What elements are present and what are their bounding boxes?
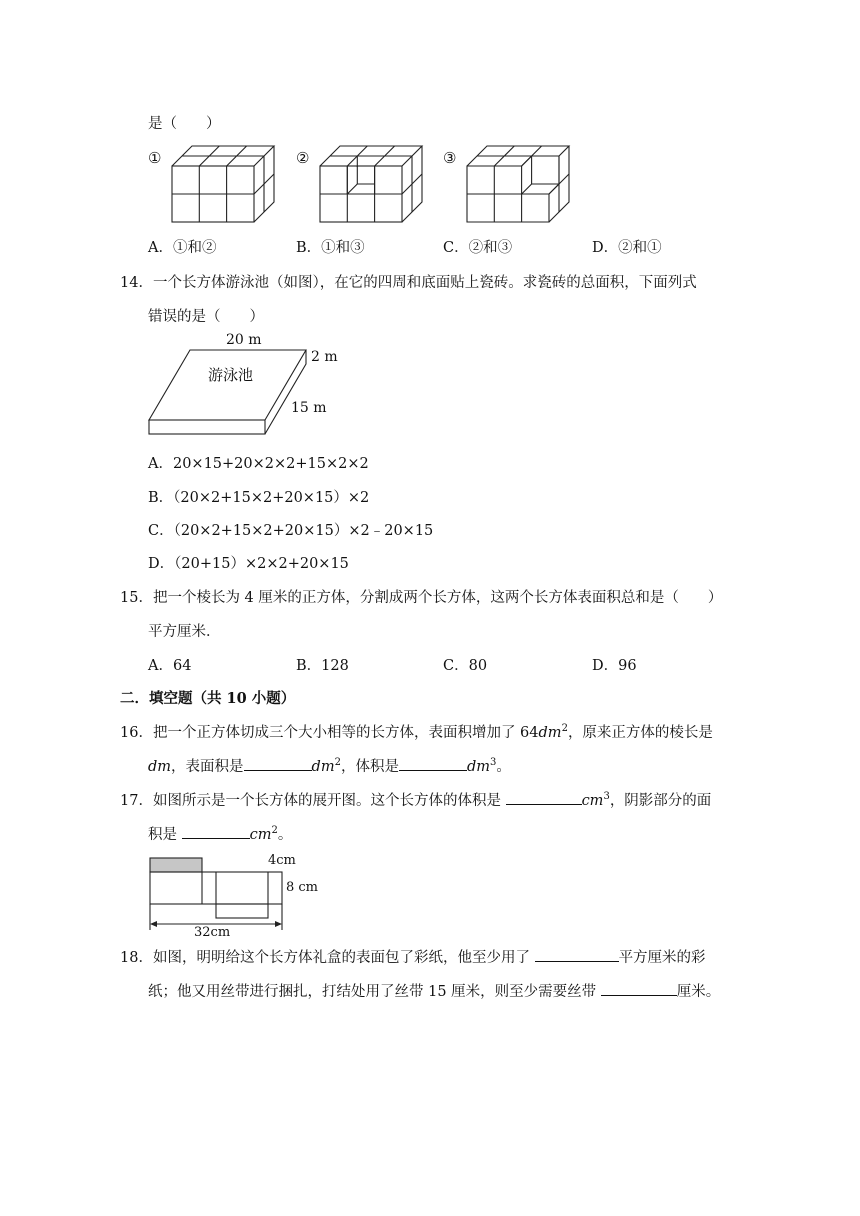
q13-option-b[interactable]: B．①和③ <box>296 240 365 256</box>
q15-option-b[interactable]: B．128 <box>296 658 349 674</box>
q18-blank-paper-area[interactable] <box>535 947 619 962</box>
q15-option-a[interactable]: A．64 <box>148 658 192 674</box>
q17-net-figure <box>140 848 330 936</box>
q14-stem-line1: 14．一个长方体游泳池（如图），在它的四周和底面贴上瓷砖。求瓷砖的总面积，下面列式 <box>120 275 697 291</box>
q18-stem-line2: 纸；他又用丝带进行捆扎，打结处用了丝带 15 厘米，则至少需要丝带 厘米。 <box>148 980 720 1001</box>
q13-option-d[interactable]: D．②和① <box>592 240 662 256</box>
q13-figure-1 <box>168 140 278 226</box>
q14-option-b[interactable]: B．（20×2+15×2+20×15）×2 <box>148 490 370 506</box>
pool-depth-label: 2 m <box>311 349 338 365</box>
q18-stem-line1: 18．如图，明明给这个长方体礼盒的表面包了彩纸，他至少用了 平方厘米的彩 <box>120 946 706 967</box>
q14-option-d[interactable]: D．（20+15）×2×2+20×15 <box>148 556 349 572</box>
q16-stem-line2: dm，表面积是 $dm^2$，体积是 $dm^3$。 <box>148 757 511 775</box>
q13-figure-3 <box>463 140 575 226</box>
q18-blank-ribbon-length[interactable] <box>601 981 677 996</box>
q17-shaded-rect <box>150 858 202 872</box>
q14-stem-line2: 错误的是（ ） <box>148 309 264 325</box>
q14-pool-figure <box>140 328 350 440</box>
q15-stem-line2: 平方厘米． <box>148 624 221 640</box>
q16-blank-surface-area[interactable] <box>244 756 312 771</box>
q17-stem-line2: 积是 $cm^2$。 <box>148 825 293 843</box>
q13-figure-2 <box>316 140 426 226</box>
q13-fig-label-1: ① <box>148 149 162 167</box>
q16-blank-volume[interactable] <box>399 756 467 771</box>
q15-stem-line1: 15．把一个棱长为 4 厘米的正方体，分割成两个长方体，这两个长方体表面积总和是（ ） <box>120 590 723 606</box>
q17-label-right: 8 cm <box>286 880 319 895</box>
q14-option-a[interactable]: A．20×15+20×2×2+15×2×2 <box>148 456 369 472</box>
pool-center-label: 游泳池 <box>208 366 254 384</box>
section-title-fill-in: 二．填空题（共 10 小题） <box>120 690 296 707</box>
q13-fig-label-2: ② <box>296 149 310 167</box>
q13-option-c[interactable]: C．②和③ <box>443 240 513 256</box>
pool-length-label: 20 m <box>226 332 262 348</box>
q14-option-c[interactable]: C．（20×2+15×2+20×15）×2﹣20×15 <box>148 523 434 539</box>
q17-blank-volume[interactable] <box>506 790 582 805</box>
pool-width-label: 15 m <box>291 400 327 416</box>
q17-label-top: 4cm <box>268 853 296 868</box>
q13-stem-tail: 是（ ） <box>148 116 221 132</box>
q15-option-d[interactable]: D．96 <box>592 658 637 674</box>
q16-stem-line1: 16．把一个正方体切成三个大小相等的长方体，表面积增加了 $64dm^2$，原来正方体的棱长是 <box>120 723 713 741</box>
q13-option-a[interactable]: A．①和② <box>148 240 217 256</box>
q17-stem-line1: 17．如图所示是一个长方体的展开图。这个长方体的体积是 $cm^3$，阴影部分的面 <box>120 791 712 809</box>
q15-option-c[interactable]: C．80 <box>443 658 488 674</box>
q13-fig-label-3: ③ <box>443 149 457 167</box>
q17-label-bottom: 32cm <box>194 925 231 936</box>
q17-blank-shaded-area[interactable] <box>182 824 250 839</box>
